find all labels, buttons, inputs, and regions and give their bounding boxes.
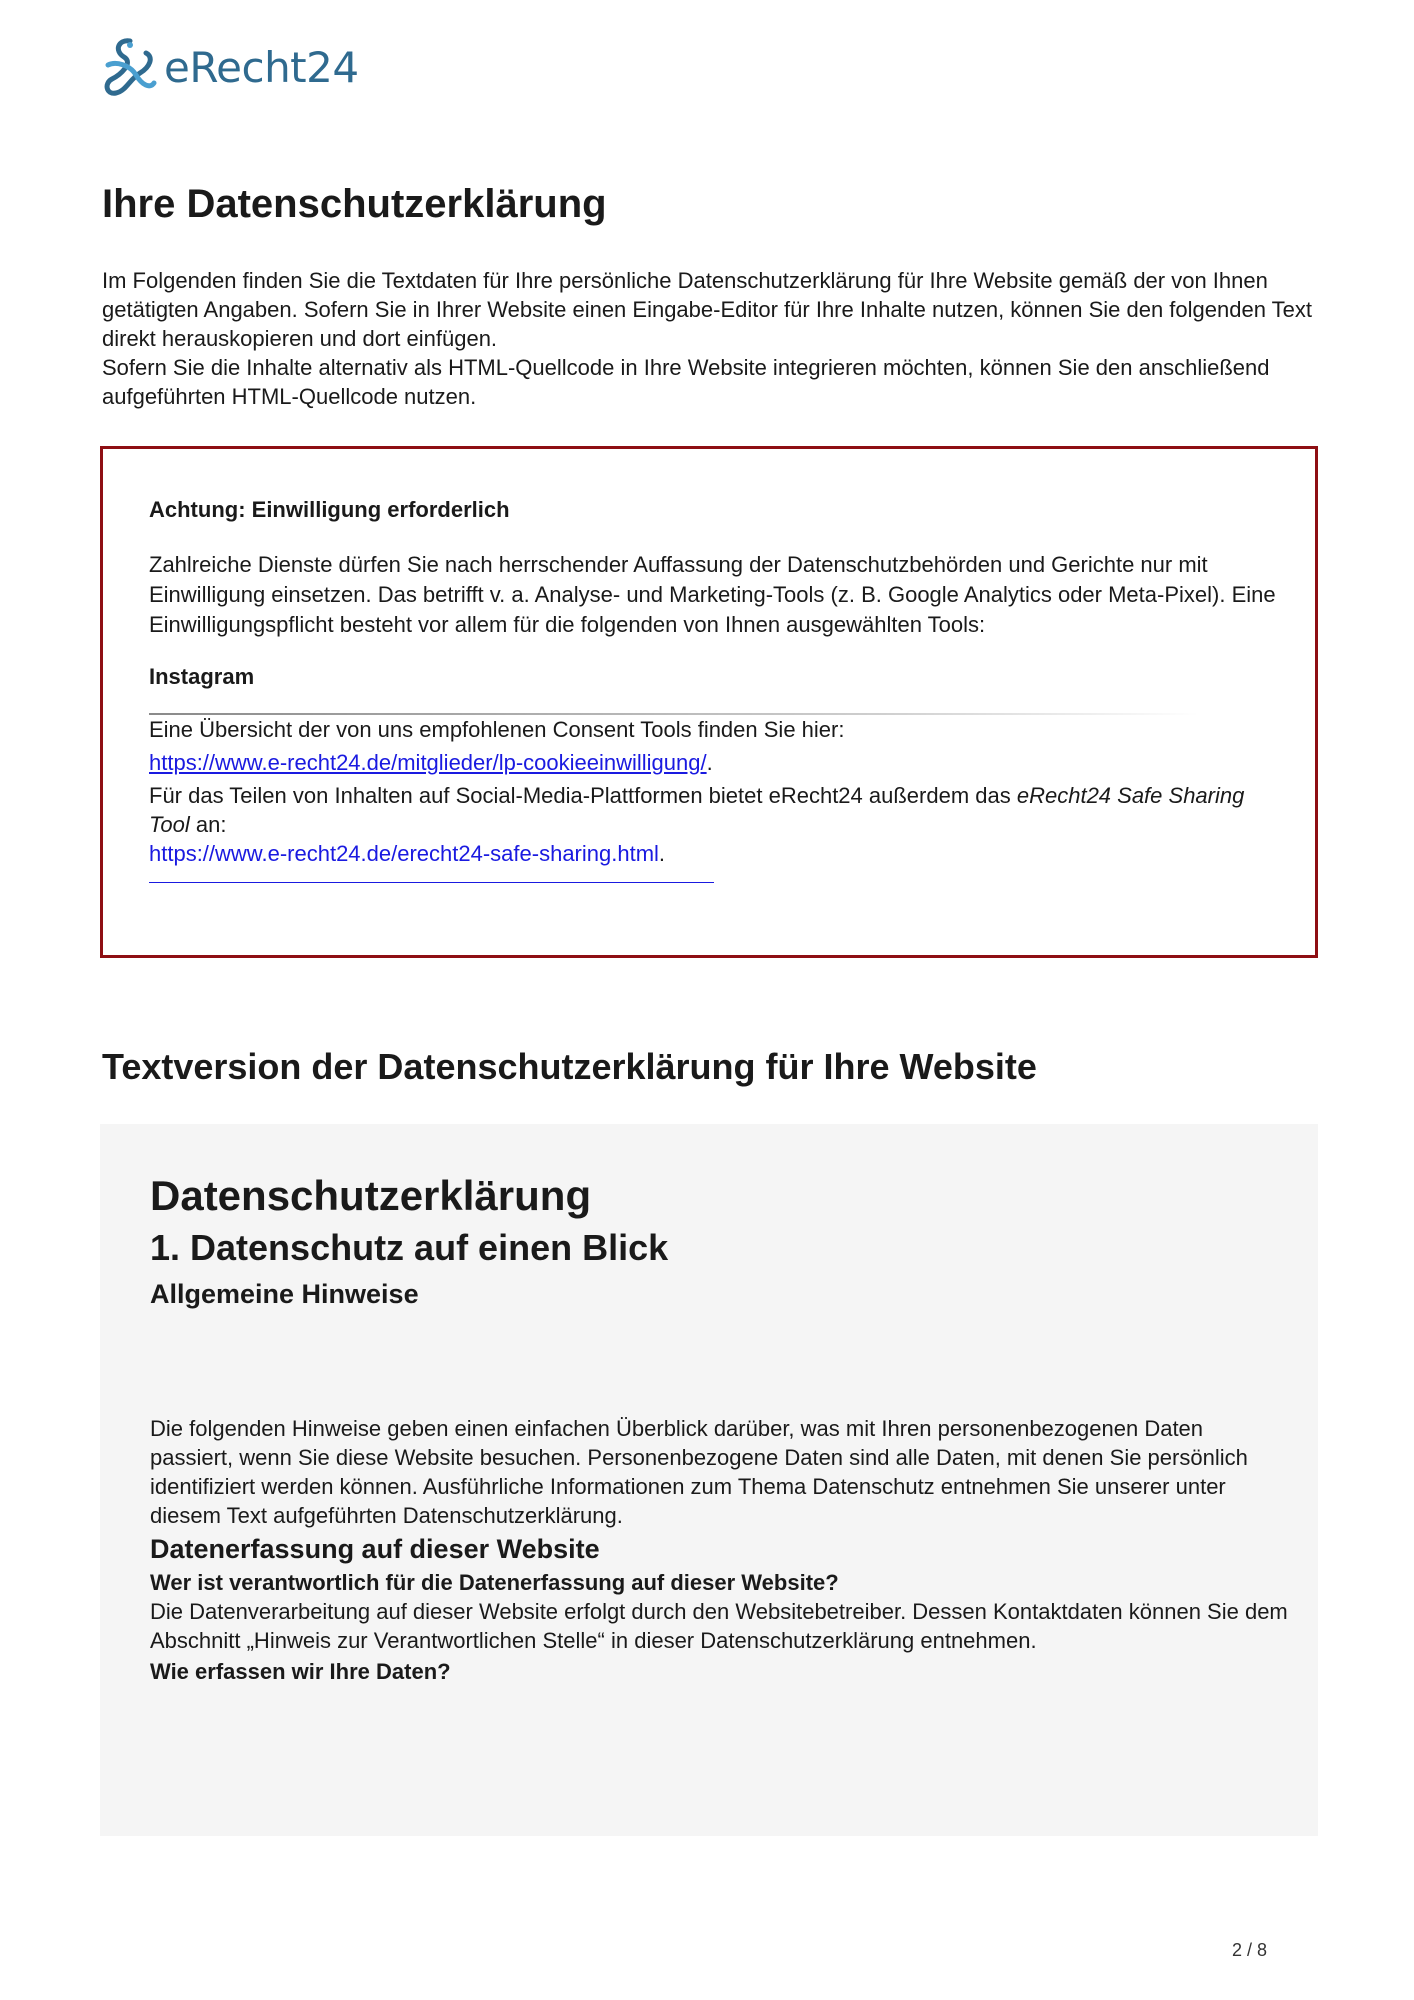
question-responsible: Wer ist verantwortlich für die Datenerfassung auf dieser Website? xyxy=(150,1570,839,1595)
safe-text-before: Für das Teilen von Inhalten auf Social-Media-Plattformen bietet eRecht24 außerdem das xyxy=(149,783,1017,808)
safe-sharing-text xyxy=(149,781,1279,839)
page-title: Ihre Datenschutzerklärung xyxy=(102,182,607,226)
selected-tool: Instagram xyxy=(149,664,255,689)
intro-line-2: Sofern Sie die Inhalte alternativ als HTML-Quellcode in Ihre Website integrieren möchten, können Sie den anschließend aufgeführten HTML-Quellcode nutzen. xyxy=(102,355,1270,409)
data-collection-heading: Datenerfassung auf dieser Website xyxy=(150,1534,600,1564)
logo-text: eRecht24 xyxy=(164,42,359,92)
consent-overview-text: Eine Übersicht der von uns empfohlenen Consent Tools finden Sie hier: xyxy=(149,717,845,742)
general-notes-heading: Allgemeine Hinweise xyxy=(150,1279,419,1309)
safe-text-after: an: xyxy=(189,812,227,837)
erecht24-logo xyxy=(100,34,359,100)
section-title: Textversion der Datenschutzerklärung für Ihre Website xyxy=(102,1046,1037,1087)
warning-heading: Achtung: Einwilligung erforderlich xyxy=(149,497,510,522)
consent-warning-box xyxy=(100,446,1318,958)
general-notes-text: Die folgenden Hinweise geben einen einfachen Überblick darüber, was mit Ihren personenbezogenen Daten passiert, wenn Sie diese Website besuchen. Personenbezogene Daten sind alle Daten, mit denen Sie persönlich identifiziert werden können. Ausführliche Informationen zum Thema Datenschutz entnehmen Sie unserer unter diesem Text aufgeführten Datenschutzerklärung. xyxy=(150,1416,1248,1528)
privacy-heading: Datenschutzerklärung xyxy=(150,1172,592,1219)
intro-line-1: Im Folgenden finden Sie die Textdaten für Ihre persönliche Datenschutzerklärung für Ihre Website gemäß der von Ihnen getätigten Angaben. Sofern Sie in Ihrer Website einen Eingabe-Editor für Ihre Inhalte nutzen, können Sie den folgenden Text direkt herauskopieren und dort einfügen. xyxy=(102,268,1313,351)
safe-link-period: . xyxy=(658,841,666,866)
intro-text xyxy=(102,266,1332,411)
warning-text: Zahlreiche Dienste dürfen Sie nach herrschender Auffassung der Datenschutzbehörden und Gerichte nur mit Einwilligung einsetzen. Das betrifft v. a. Analyse- und Marketing-Tools (z. B. Google Analytics oder Meta-Pixel). Eine Einwilligungspflicht besteht vor allem für die folgenden von Ihnen ausgewählten Tools: xyxy=(149,552,1276,637)
link-underline-rule xyxy=(149,882,714,883)
link-period: . xyxy=(706,750,713,775)
consent-tools-link[interactable]: https://www.e-recht24.de/mitglieder/lp-cookieeinwilligung/ xyxy=(149,750,707,775)
text-version-box xyxy=(100,1124,1318,1836)
safe-sharing-tool-name: eRecht24 Safe Sharing Tool xyxy=(149,783,1245,837)
consent-link-line xyxy=(149,748,1279,777)
question-collection: Wie erfassen wir Ihre Daten? xyxy=(150,1659,451,1684)
section-1-heading: 1. Datenschutz auf einen Blick xyxy=(150,1227,669,1268)
erecht24-logo-icon xyxy=(100,35,158,99)
safe-sharing-link[interactable]: https://www.e-recht24.de/erecht24-safe-sharing.html xyxy=(149,841,659,866)
answer-responsible: Die Datenverarbeitung auf dieser Website erfolgt durch den Websitebetreiber. Dessen Kontaktdaten können Sie dem Abschnitt „Hinweis zur Verantwortlichen Stelle“ in dieser Datenschutzerklärung entnehmen. xyxy=(150,1599,1288,1653)
safe-link-line xyxy=(149,839,1279,868)
page-number: 2 / 8 xyxy=(1232,1940,1268,1960)
